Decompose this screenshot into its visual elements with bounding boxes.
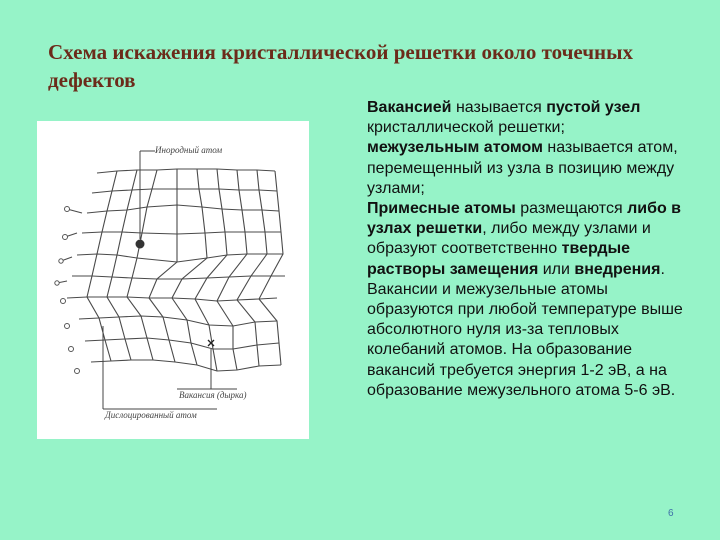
text-span: размещаются bbox=[515, 200, 628, 218]
body-text bbox=[367, 98, 697, 401]
page-number: 6 bbox=[668, 508, 674, 519]
foreign-atom-label: Инородный атом bbox=[155, 145, 223, 155]
vacancy-marker bbox=[208, 340, 214, 346]
text-span: . Вакансии и межузельные атомы образуются при любой температуре выше абсолютного нуля из-за тепловых колебаний атомов. На образование вакансий требуется энергия 1-2 эВ, а на образование межузельного атома 5-6 эВ. bbox=[367, 260, 683, 399]
text-span: , либо между узлами и образуют соответственно bbox=[367, 220, 651, 258]
dislocated-atom-label: Дислоцированный атом bbox=[105, 410, 197, 420]
text-span: называется атом, перемещенный из узла в позицию между узлами; bbox=[367, 139, 678, 197]
term-vacancy: Вакансией bbox=[367, 99, 452, 116]
text-span: называется bbox=[451, 99, 547, 116]
lattice-diagram bbox=[37, 121, 309, 439]
term-interstitial-atom: межузельным атомом bbox=[367, 139, 543, 157]
text-span: кристаллической решетки; bbox=[367, 119, 565, 137]
lattice-lines bbox=[57, 169, 285, 371]
term-impurity-atoms: Примесные атомы bbox=[367, 200, 516, 218]
text-span: или bbox=[538, 260, 575, 278]
term-substitution-solutions: твердые растворы замещения bbox=[367, 240, 631, 278]
lattice-svg bbox=[37, 121, 309, 439]
term-interstitial: внедрения bbox=[574, 260, 661, 278]
dislocated-atoms bbox=[55, 207, 80, 374]
vacancy-label: Вакансия (дырка) bbox=[179, 390, 247, 400]
term-lattice-nodes: либо в узлах решетки bbox=[367, 200, 681, 238]
foreign-atom-dot bbox=[136, 240, 145, 249]
term-empty-node: пустой узел bbox=[546, 99, 641, 116]
slide-title: Схема искажения кристаллической решетки около точечных дефектов bbox=[48, 40, 634, 92]
